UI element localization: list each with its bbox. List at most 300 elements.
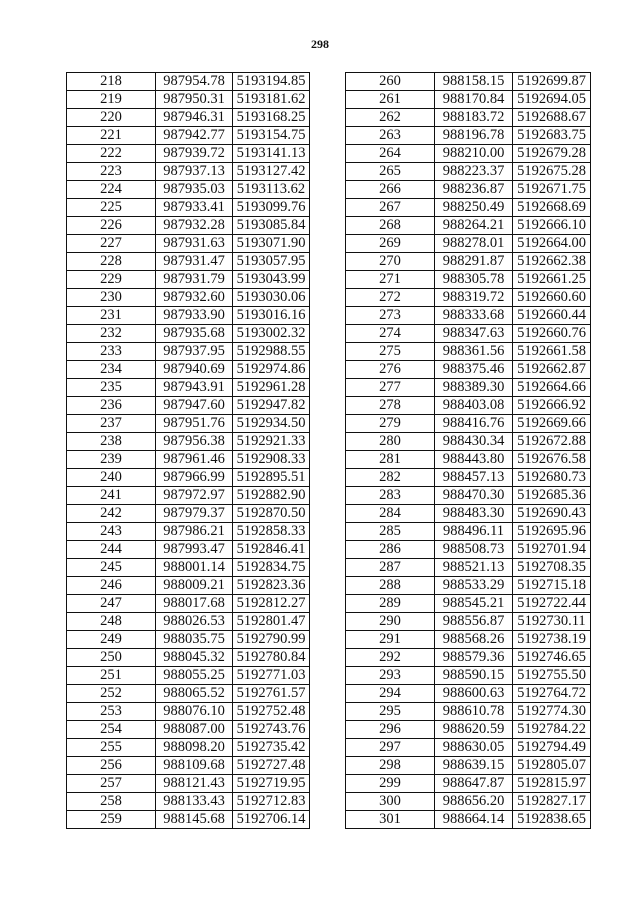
point-number-cell: 265: [346, 163, 435, 181]
x-coordinate-cell: 988291.87: [435, 253, 513, 271]
coordinates-table-left-body: [67, 73, 310, 829]
y-coordinate-cell: 5192727.48: [233, 757, 310, 775]
x-coordinate-cell: 988600.63: [435, 685, 513, 703]
x-coordinate-cell: 988009.21: [156, 577, 233, 595]
x-coordinate-cell: 988305.78: [435, 271, 513, 289]
point-number-cell: 276: [346, 361, 435, 379]
y-coordinate-cell: 5192774.30: [513, 703, 591, 721]
x-coordinate-cell: 988430.34: [435, 433, 513, 451]
table-row: [346, 289, 591, 307]
x-coordinate-cell: 988045.32: [156, 649, 233, 667]
point-number-cell: 264: [346, 145, 435, 163]
table-row: [67, 487, 310, 505]
x-coordinate-cell: 988158.15: [435, 73, 513, 91]
point-number-cell: 253: [67, 703, 156, 721]
table-row: [346, 577, 591, 595]
table-row: [346, 433, 591, 451]
table-row: [346, 379, 591, 397]
point-number-cell: 236: [67, 397, 156, 415]
table-row: [346, 721, 591, 739]
point-number-cell: 256: [67, 757, 156, 775]
coordinates-table-left: [66, 72, 310, 829]
table-row: [346, 199, 591, 217]
point-number-cell: 285: [346, 523, 435, 541]
table-row: [67, 469, 310, 487]
x-coordinate-cell: 987937.13: [156, 163, 233, 181]
y-coordinate-cell: 5192974.86: [233, 361, 310, 379]
point-number-cell: 243: [67, 523, 156, 541]
table-row: [67, 397, 310, 415]
table-row: [346, 775, 591, 793]
table-row: [67, 415, 310, 433]
table-row: [346, 739, 591, 757]
x-coordinate-cell: 988145.68: [156, 811, 233, 829]
point-number-cell: 277: [346, 379, 435, 397]
table-row: [346, 235, 591, 253]
x-coordinate-cell: 987943.91: [156, 379, 233, 397]
table-row: [346, 667, 591, 685]
point-number-cell: 230: [67, 289, 156, 307]
x-coordinate-cell: 988496.11: [435, 523, 513, 541]
x-coordinate-cell: 988443.80: [435, 451, 513, 469]
point-number-cell: 220: [67, 109, 156, 127]
y-coordinate-cell: 5193002.32: [233, 325, 310, 343]
point-number-cell: 242: [67, 505, 156, 523]
y-coordinate-cell: 5192764.72: [513, 685, 591, 703]
y-coordinate-cell: 5192780.84: [233, 649, 310, 667]
y-coordinate-cell: 5192662.87: [513, 361, 591, 379]
x-coordinate-cell: 987966.99: [156, 469, 233, 487]
point-number-cell: 300: [346, 793, 435, 811]
table-row: [67, 73, 310, 91]
table-row: [67, 379, 310, 397]
point-number-cell: 293: [346, 667, 435, 685]
y-coordinate-cell: 5192738.19: [513, 631, 591, 649]
y-coordinate-cell: 5192735.42: [233, 739, 310, 757]
point-number-cell: 249: [67, 631, 156, 649]
x-coordinate-cell: 988620.59: [435, 721, 513, 739]
x-coordinate-cell: 988065.52: [156, 685, 233, 703]
y-coordinate-cell: 5192671.75: [513, 181, 591, 199]
point-number-cell: 301: [346, 811, 435, 829]
table-row: [67, 253, 310, 271]
table-row: [346, 487, 591, 505]
y-coordinate-cell: 5192708.35: [513, 559, 591, 577]
x-coordinate-cell: 987954.78: [156, 73, 233, 91]
y-coordinate-cell: 5192660.60: [513, 289, 591, 307]
point-number-cell: 231: [67, 307, 156, 325]
point-number-cell: 246: [67, 577, 156, 595]
table-row: [67, 199, 310, 217]
y-coordinate-cell: 5192666.92: [513, 397, 591, 415]
x-coordinate-cell: 988579.36: [435, 649, 513, 667]
table-row: [67, 667, 310, 685]
point-number-cell: 290: [346, 613, 435, 631]
x-coordinate-cell: 988196.78: [435, 127, 513, 145]
point-number-cell: 296: [346, 721, 435, 739]
point-number-cell: 282: [346, 469, 435, 487]
y-coordinate-cell: 5192827.17: [513, 793, 591, 811]
point-number-cell: 270: [346, 253, 435, 271]
x-coordinate-cell: 988001.14: [156, 559, 233, 577]
point-number-cell: 281: [346, 451, 435, 469]
y-coordinate-cell: 5192688.67: [513, 109, 591, 127]
point-number-cell: 229: [67, 271, 156, 289]
point-number-cell: 255: [67, 739, 156, 757]
table-row: [67, 91, 310, 109]
point-number-cell: 297: [346, 739, 435, 757]
x-coordinate-cell: 988098.20: [156, 739, 233, 757]
x-coordinate-cell: 988035.75: [156, 631, 233, 649]
point-number-cell: 221: [67, 127, 156, 145]
y-coordinate-cell: 5192664.66: [513, 379, 591, 397]
table-row: [67, 433, 310, 451]
table-row: [67, 307, 310, 325]
point-number-cell: 238: [67, 433, 156, 451]
table-row: [346, 649, 591, 667]
x-coordinate-cell: 988236.87: [435, 181, 513, 199]
point-number-cell: 228: [67, 253, 156, 271]
table-row: [67, 127, 310, 145]
x-coordinate-cell: 988656.20: [435, 793, 513, 811]
x-coordinate-cell: 987950.31: [156, 91, 233, 109]
x-coordinate-cell: 988264.21: [435, 217, 513, 235]
x-coordinate-cell: 988109.68: [156, 757, 233, 775]
y-coordinate-cell: 5192823.36: [233, 577, 310, 595]
table-row: [67, 721, 310, 739]
x-coordinate-cell: 988076.10: [156, 703, 233, 721]
y-coordinate-cell: 5192662.38: [513, 253, 591, 271]
y-coordinate-cell: 5193043.99: [233, 271, 310, 289]
point-number-cell: 240: [67, 469, 156, 487]
y-coordinate-cell: 5192801.47: [233, 613, 310, 631]
y-coordinate-cell: 5192743.76: [233, 721, 310, 739]
y-coordinate-cell: 5192675.28: [513, 163, 591, 181]
point-number-cell: 288: [346, 577, 435, 595]
x-coordinate-cell: 988416.76: [435, 415, 513, 433]
x-coordinate-cell: 988347.63: [435, 325, 513, 343]
y-coordinate-cell: 5192706.14: [233, 811, 310, 829]
x-coordinate-cell: 987946.31: [156, 109, 233, 127]
point-number-cell: 273: [346, 307, 435, 325]
point-number-cell: 271: [346, 271, 435, 289]
y-coordinate-cell: 5192755.50: [513, 667, 591, 685]
x-coordinate-cell: 987951.76: [156, 415, 233, 433]
point-number-cell: 244: [67, 541, 156, 559]
x-coordinate-cell: 987993.47: [156, 541, 233, 559]
table-row: [346, 505, 591, 523]
x-coordinate-cell: 987932.60: [156, 289, 233, 307]
x-coordinate-cell: 988026.53: [156, 613, 233, 631]
point-number-cell: 223: [67, 163, 156, 181]
x-coordinate-cell: 987986.21: [156, 523, 233, 541]
y-coordinate-cell: 5192664.00: [513, 235, 591, 253]
table-row: [67, 271, 310, 289]
y-coordinate-cell: 5192669.66: [513, 415, 591, 433]
point-number-cell: 269: [346, 235, 435, 253]
table-row: [346, 325, 591, 343]
y-coordinate-cell: 5192882.90: [233, 487, 310, 505]
point-number-cell: 262: [346, 109, 435, 127]
y-coordinate-cell: 5192761.57: [233, 685, 310, 703]
x-coordinate-cell: 988017.68: [156, 595, 233, 613]
table-row: [67, 163, 310, 181]
table-row: [67, 811, 310, 829]
table-row: [67, 595, 310, 613]
table-row: [67, 289, 310, 307]
x-coordinate-cell: 987931.79: [156, 271, 233, 289]
y-coordinate-cell: 5192694.05: [513, 91, 591, 109]
point-number-cell: 274: [346, 325, 435, 343]
table-row: [346, 307, 591, 325]
point-number-cell: 257: [67, 775, 156, 793]
x-coordinate-cell: 988508.73: [435, 541, 513, 559]
x-coordinate-cell: 987956.38: [156, 433, 233, 451]
x-coordinate-cell: 988470.30: [435, 487, 513, 505]
table-row: [346, 271, 591, 289]
table-row: [346, 127, 591, 145]
y-coordinate-cell: 5192680.73: [513, 469, 591, 487]
table-row: [346, 145, 591, 163]
y-coordinate-cell: 5192701.94: [513, 541, 591, 559]
y-coordinate-cell: 5193194.85: [233, 73, 310, 91]
y-coordinate-cell: 5192690.43: [513, 505, 591, 523]
y-coordinate-cell: 5192934.50: [233, 415, 310, 433]
point-number-cell: 237: [67, 415, 156, 433]
x-coordinate-cell: 988361.56: [435, 343, 513, 361]
x-coordinate-cell: 987931.47: [156, 253, 233, 271]
x-coordinate-cell: 988590.15: [435, 667, 513, 685]
point-number-cell: 280: [346, 433, 435, 451]
table-row: [346, 109, 591, 127]
table-row: [67, 361, 310, 379]
x-coordinate-cell: 987937.95: [156, 343, 233, 361]
x-coordinate-cell: 988133.43: [156, 793, 233, 811]
x-coordinate-cell: 987972.97: [156, 487, 233, 505]
y-coordinate-cell: 5192719.95: [233, 775, 310, 793]
table-row: [346, 541, 591, 559]
y-coordinate-cell: 5192752.48: [233, 703, 310, 721]
table-row: [346, 523, 591, 541]
y-coordinate-cell: 5192908.33: [233, 451, 310, 469]
y-coordinate-cell: 5192921.33: [233, 433, 310, 451]
y-coordinate-cell: 5192790.99: [233, 631, 310, 649]
y-coordinate-cell: 5192661.25: [513, 271, 591, 289]
y-coordinate-cell: 5192870.50: [233, 505, 310, 523]
point-number-cell: 254: [67, 721, 156, 739]
x-coordinate-cell: 988250.49: [435, 199, 513, 217]
point-number-cell: 248: [67, 613, 156, 631]
point-number-cell: 235: [67, 379, 156, 397]
table-row: [346, 559, 591, 577]
x-coordinate-cell: 988375.46: [435, 361, 513, 379]
y-coordinate-cell: 5193030.06: [233, 289, 310, 307]
table-row: [67, 631, 310, 649]
point-number-cell: 232: [67, 325, 156, 343]
point-number-cell: 219: [67, 91, 156, 109]
y-coordinate-cell: 5192846.41: [233, 541, 310, 559]
table-row: [67, 577, 310, 595]
y-coordinate-cell: 5192699.87: [513, 73, 591, 91]
point-number-cell: 226: [67, 217, 156, 235]
y-coordinate-cell: 5193154.75: [233, 127, 310, 145]
point-number-cell: 250: [67, 649, 156, 667]
table-row: [67, 559, 310, 577]
point-number-cell: 275: [346, 343, 435, 361]
y-coordinate-cell: 5192895.51: [233, 469, 310, 487]
y-coordinate-cell: 5192784.22: [513, 721, 591, 739]
x-coordinate-cell: 988333.68: [435, 307, 513, 325]
x-coordinate-cell: 988055.25: [156, 667, 233, 685]
table-row: [346, 613, 591, 631]
y-coordinate-cell: 5192666.10: [513, 217, 591, 235]
point-number-cell: 283: [346, 487, 435, 505]
y-coordinate-cell: 5192988.55: [233, 343, 310, 361]
x-coordinate-cell: 987947.60: [156, 397, 233, 415]
point-number-cell: 261: [346, 91, 435, 109]
x-coordinate-cell: 988610.78: [435, 703, 513, 721]
point-number-cell: 251: [67, 667, 156, 685]
table-row: [67, 739, 310, 757]
table-row: [67, 451, 310, 469]
x-coordinate-cell: 988483.30: [435, 505, 513, 523]
x-coordinate-cell: 988457.13: [435, 469, 513, 487]
point-number-cell: 224: [67, 181, 156, 199]
table-row: [346, 91, 591, 109]
table-row: [346, 217, 591, 235]
point-number-cell: 263: [346, 127, 435, 145]
x-coordinate-cell: 988568.26: [435, 631, 513, 649]
y-coordinate-cell: 5192679.28: [513, 145, 591, 163]
point-number-cell: 299: [346, 775, 435, 793]
table-row: [67, 685, 310, 703]
x-coordinate-cell: 987961.46: [156, 451, 233, 469]
y-coordinate-cell: 5192715.18: [513, 577, 591, 595]
x-coordinate-cell: 987935.03: [156, 181, 233, 199]
point-number-cell: 222: [67, 145, 156, 163]
page-number: 298: [311, 37, 329, 51]
table-row: [67, 235, 310, 253]
table-row: [346, 703, 591, 721]
y-coordinate-cell: 5192961.28: [233, 379, 310, 397]
y-coordinate-cell: 5192771.03: [233, 667, 310, 685]
x-coordinate-cell: 988121.43: [156, 775, 233, 793]
y-coordinate-cell: 5192660.76: [513, 325, 591, 343]
y-coordinate-cell: 5192947.82: [233, 397, 310, 415]
y-coordinate-cell: 5193168.25: [233, 109, 310, 127]
x-coordinate-cell: 988521.13: [435, 559, 513, 577]
table-row: [346, 163, 591, 181]
point-number-cell: 245: [67, 559, 156, 577]
point-number-cell: 292: [346, 649, 435, 667]
table-row: [346, 181, 591, 199]
x-coordinate-cell: 988639.15: [435, 757, 513, 775]
x-coordinate-cell: 988545.21: [435, 595, 513, 613]
y-coordinate-cell: 5193071.90: [233, 235, 310, 253]
point-number-cell: 233: [67, 343, 156, 361]
point-number-cell: 241: [67, 487, 156, 505]
table-row: [67, 649, 310, 667]
y-coordinate-cell: 5192672.88: [513, 433, 591, 451]
table-row: [346, 631, 591, 649]
table-row: [67, 541, 310, 559]
y-coordinate-cell: 5192661.58: [513, 343, 591, 361]
y-coordinate-cell: 5193085.84: [233, 217, 310, 235]
x-coordinate-cell: 988183.72: [435, 109, 513, 127]
table-row: [346, 343, 591, 361]
table-row: [346, 397, 591, 415]
table-row: [67, 703, 310, 721]
point-number-cell: 218: [67, 73, 156, 91]
y-coordinate-cell: 5193113.62: [233, 181, 310, 199]
x-coordinate-cell: 987931.63: [156, 235, 233, 253]
point-number-cell: 286: [346, 541, 435, 559]
table-row: [346, 253, 591, 271]
table-row: [67, 181, 310, 199]
y-coordinate-cell: 5193057.95: [233, 253, 310, 271]
y-coordinate-cell: 5193016.16: [233, 307, 310, 325]
y-coordinate-cell: 5192812.27: [233, 595, 310, 613]
point-number-cell: 289: [346, 595, 435, 613]
point-number-cell: 298: [346, 757, 435, 775]
table-row: [346, 685, 591, 703]
y-coordinate-cell: 5192712.83: [233, 793, 310, 811]
table-row: [67, 325, 310, 343]
y-coordinate-cell: 5192746.65: [513, 649, 591, 667]
coordinates-table-right: [345, 72, 591, 829]
x-coordinate-cell: 988664.14: [435, 811, 513, 829]
point-number-cell: 247: [67, 595, 156, 613]
point-number-cell: 287: [346, 559, 435, 577]
y-coordinate-cell: 5192730.11: [513, 613, 591, 631]
table-row: [346, 793, 591, 811]
point-number-cell: 278: [346, 397, 435, 415]
y-coordinate-cell: 5192838.65: [513, 811, 591, 829]
table-row: [346, 361, 591, 379]
y-coordinate-cell: 5193141.13: [233, 145, 310, 163]
table-row: [346, 451, 591, 469]
table-row: [67, 505, 310, 523]
y-coordinate-cell: 5192676.58: [513, 451, 591, 469]
table-row: [346, 811, 591, 829]
point-number-cell: 272: [346, 289, 435, 307]
y-coordinate-cell: 5192834.75: [233, 559, 310, 577]
x-coordinate-cell: 988556.87: [435, 613, 513, 631]
x-coordinate-cell: 988278.01: [435, 235, 513, 253]
point-number-cell: 258: [67, 793, 156, 811]
table-row: [67, 793, 310, 811]
table-row: [67, 145, 310, 163]
table-row: [67, 613, 310, 631]
point-number-cell: 259: [67, 811, 156, 829]
point-number-cell: 234: [67, 361, 156, 379]
table-row: [67, 217, 310, 235]
table-row: [346, 415, 591, 433]
table-row: [346, 757, 591, 775]
y-coordinate-cell: 5192858.33: [233, 523, 310, 541]
y-coordinate-cell: 5192794.49: [513, 739, 591, 757]
y-coordinate-cell: 5193099.76: [233, 199, 310, 217]
point-number-cell: 239: [67, 451, 156, 469]
x-coordinate-cell: 988389.30: [435, 379, 513, 397]
x-coordinate-cell: 987932.28: [156, 217, 233, 235]
y-coordinate-cell: 5192695.96: [513, 523, 591, 541]
x-coordinate-cell: 987942.77: [156, 127, 233, 145]
y-coordinate-cell: 5192660.44: [513, 307, 591, 325]
point-number-cell: 284: [346, 505, 435, 523]
table-row: [346, 73, 591, 91]
table-row: [67, 109, 310, 127]
